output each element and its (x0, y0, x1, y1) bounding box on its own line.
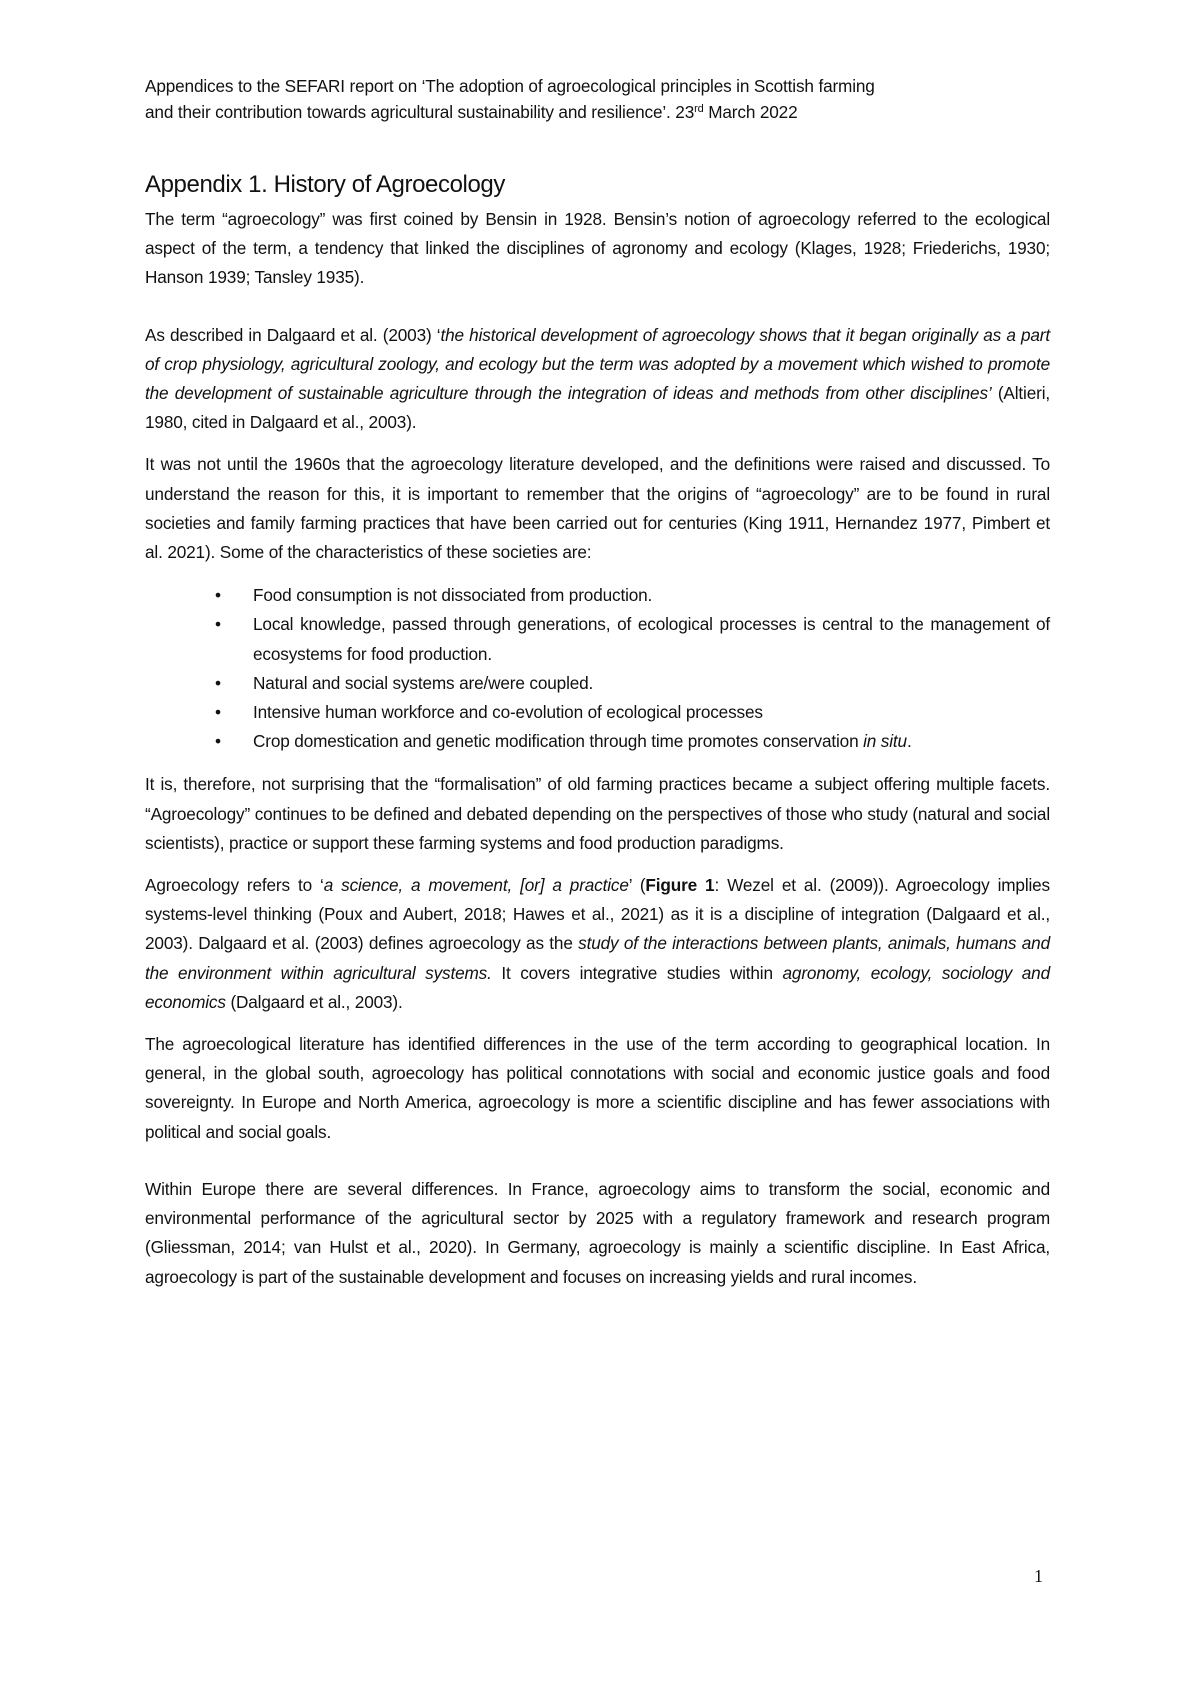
list-item-end: . (906, 731, 912, 752)
paragraph-5 (145, 871, 1050, 1017)
section-heading: Appendix 1. History of Agroecology (145, 171, 505, 198)
header-date: March 2022 (703, 102, 798, 122)
paragraph-2 (145, 321, 1050, 438)
paragraph-7: Within Europe there are several differences. In France, agroecology aims to transform the social, economic and environmental performance of the agricultural sector by 2025 with a regulatory framework and research program (Gliessman, 2014; van Hulst et al., 2020). In Germany, agroecology is mainly a scientific discipline. In East Africa, agroecology is part of the sustainable development and focuses on increasing yields and rural incomes. (145, 1178, 1050, 1287)
p5-citation: (Dalgaard et al., 2003). (225, 991, 403, 1012)
p2-quote: the historical development of agroecology shows that it began originally as a part of crop physiology, agricultural zoology, and ecology but the term was adopted by a movement which wished to promote the development of sustainable agriculture through the integration of ideas and methods from other disciplines’ (145, 324, 1050, 404)
paragraph-6: The agroecological literature has identified differences in the use of the term according to geographical location. In general, in the global south, agroecology has political connotations with social and economic justice goals and food sovereignty. In Europe and North America, agroecology is more a scientific discipline and has fewer associations with political and social goals. (145, 1034, 1050, 1142)
p5-text-e: : Wezel et al. (2009)). Agroecology implies systems-level thinking (Poux and Aubert, 2018; Hawes et al., 2021) as it is a discipline of integration (Dalgaard et al., 2003). Dalgaard et al. (2003) defines agroecology as the (145, 875, 1051, 954)
p2-citation: (Altieri, 1980, cited in Dalgaard et al., 2003). (145, 383, 1050, 433)
list-item: • Natural and social systems are/were coupled. (145, 669, 1050, 698)
p5-text-c: ’ ( (628, 875, 646, 896)
header-line-1: Appendices to the SEFARI report on ‘The adoption of agroecological principles in Scottish farming (145, 76, 875, 96)
page-number: 1 (1034, 1566, 1043, 1586)
body-text (145, 205, 1050, 1292)
list-item-text: Crop domestication and genetic modification through time promotes conservation (253, 731, 864, 752)
p2-text: As described in Dalgaard et al. (2003) ‘ (145, 324, 441, 345)
ordinal-suffix: rd (694, 103, 704, 115)
list-item: • Intensive human workforce and co-evolution of ecological processes (145, 698, 1050, 727)
list-item: • Local knowledge, passed through generations, of ecological processes is central to the management of ecosystems for food production. (145, 610, 1050, 668)
p5-definition: study of the interactions between plants, animals, humans and the environment within agricultural systems. (145, 933, 1050, 983)
p5-disciplines: agronomy, ecology, sociology and economics (145, 962, 1051, 1012)
header-line-2 (145, 99, 1050, 125)
p5-text-a: Agroecology refers to ‘ (145, 875, 324, 896)
paragraph-1: The term “agroecology” was first coined by Bensin in 1928. Bensin’s notion of agroecology referred to the ecological aspect of the term, a tendency that linked the disciplines of agronomy and ecology (Klages, 1928; Friederichs, 1930; Hanson 1939; Tansley 1935). (145, 209, 1050, 288)
paragraph-4: It is, therefore, not surprising that the “formalisation” of old farming practices became a subject offering multiple facets. “Agroecology” continues to be defined and debated depending on the perspectives of those who study (natural and social scientists), practice or support these farming systems and food production paradigms. (145, 774, 1050, 853)
p5-text-g: It covers integrative studies within (491, 962, 783, 983)
list-item: • Food consumption is not dissociated from production. (145, 581, 1050, 610)
header-line-2-text: and their contribution towards agricultural sustainability and resilience’. 23 (145, 102, 695, 122)
figure-reference: Figure 1 (645, 875, 715, 896)
list-item (145, 727, 1050, 756)
running-header (145, 73, 1050, 125)
characteristics-list (145, 581, 1050, 756)
paragraph-3: It was not until the 1960s that the agroecology literature developed, and the definitions were raised and discussed. To understand the reason for this, it is important to remember that the origins of “agroecology” are to be found in rural societies and family farming practices that have been carried out for centuries (King 1911, Hernandez 1977, Pimbert et al. 2021). Some of the characteristics of these societies are: (145, 454, 1050, 563)
p5-quote: a science, a movement, [or] a practice (323, 875, 629, 896)
list-item-italic: in situ (863, 731, 907, 752)
